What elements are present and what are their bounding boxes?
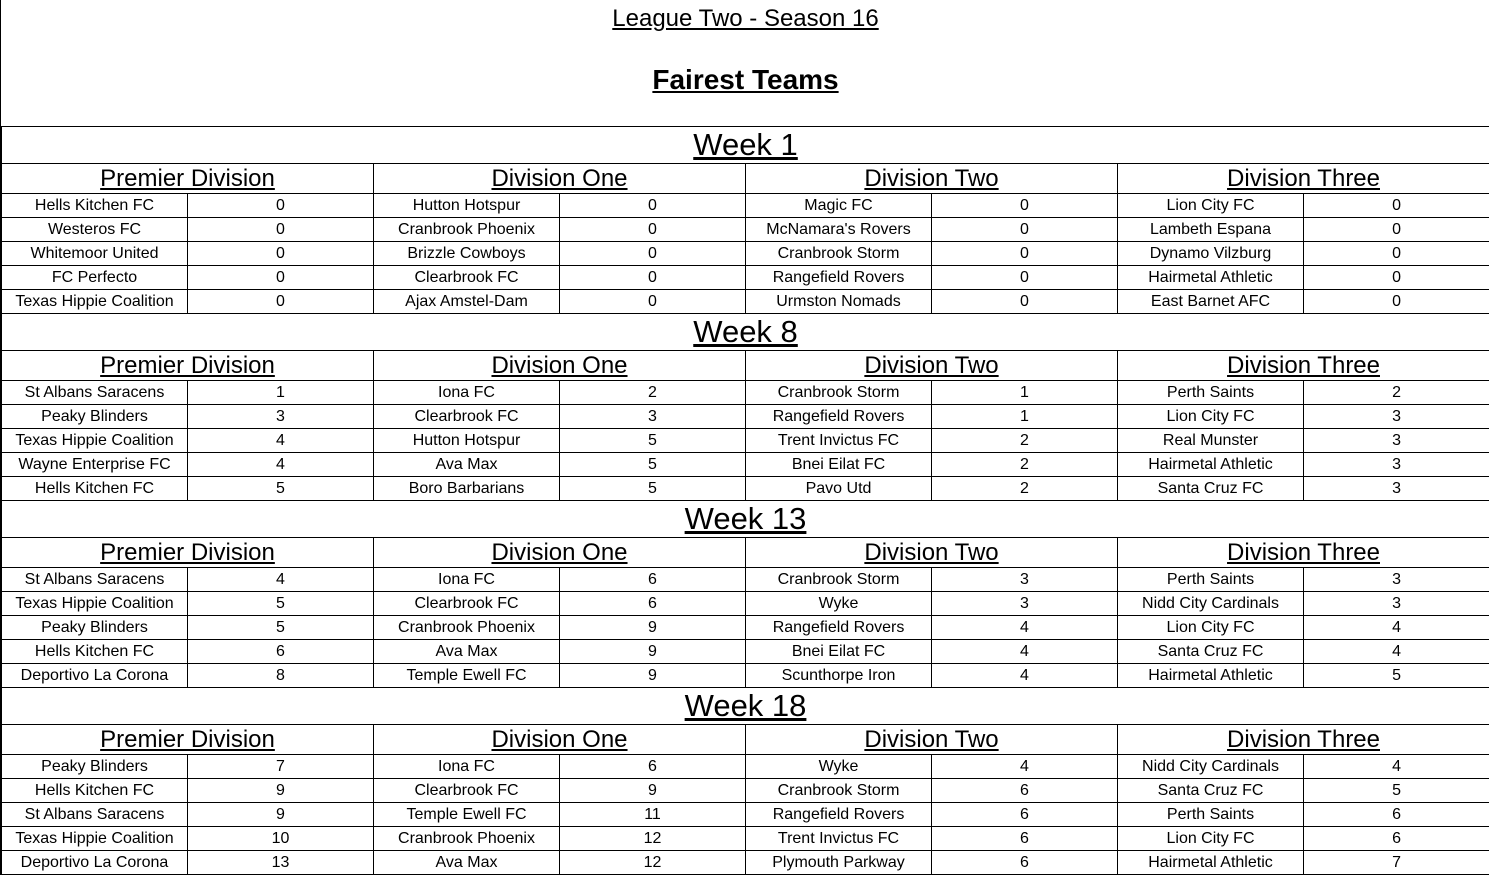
table-row	[2, 851, 1489, 875]
points-cell: 2	[560, 381, 746, 405]
team-name-cell: FC Perfecto	[2, 266, 188, 290]
points-cell: 4	[1304, 640, 1489, 664]
points-cell: 7	[188, 755, 374, 779]
team-name-cell: Iona FC	[374, 568, 560, 592]
team-name-cell: Wyke	[746, 592, 932, 616]
team-name-cell: Hairmetal Athletic	[1118, 266, 1304, 290]
points-cell: 2	[932, 477, 1118, 501]
division-name: Division Two	[864, 726, 999, 753]
week-header-row	[2, 314, 1489, 351]
division-name: Division Two	[864, 352, 999, 379]
team-name-cell: Cranbrook Storm	[746, 381, 932, 405]
team-name-cell: Bnei Eilat FC	[746, 453, 932, 477]
team-name-cell: Urmston Nomads	[746, 290, 932, 314]
division-header-cell	[2, 164, 374, 194]
points-cell: 5	[188, 592, 374, 616]
team-name-cell: Ava Max	[374, 640, 560, 664]
team-name-cell: Clearbrook FC	[374, 592, 560, 616]
division-header-cell	[1118, 725, 1489, 755]
division-name: Division Three	[1227, 539, 1380, 566]
points-cell: 4	[1304, 616, 1489, 640]
points-cell: 9	[188, 803, 374, 827]
league-title: League Two - Season 16	[612, 5, 879, 32]
week-label: Week 18	[684, 688, 807, 723]
division-header-row	[2, 351, 1489, 381]
points-cell: 3	[1304, 568, 1489, 592]
team-name-cell: Wyke	[746, 755, 932, 779]
week-label-cell	[2, 501, 1489, 538]
team-name-cell: Hells Kitchen FC	[2, 477, 188, 501]
week-label: Week 8	[693, 314, 798, 349]
team-name-cell: Brizzle Cowboys	[374, 242, 560, 266]
team-name-cell: St Albans Saracens	[2, 568, 188, 592]
team-name-cell: Whitemoor United	[2, 242, 188, 266]
team-name-cell: Ava Max	[374, 453, 560, 477]
table-row	[2, 477, 1489, 501]
division-header-cell	[1118, 164, 1489, 194]
division-name: Division One	[491, 726, 628, 753]
points-cell: 5	[188, 616, 374, 640]
week-label: Week 1	[693, 127, 798, 162]
table-row	[2, 194, 1489, 218]
division-name: Division Two	[864, 165, 999, 192]
team-name-cell: Scunthorpe Iron	[746, 664, 932, 688]
points-cell: 1	[932, 381, 1118, 405]
points-cell: 3	[188, 405, 374, 429]
points-cell: 0	[188, 290, 374, 314]
team-name-cell: Peaky Blinders	[2, 405, 188, 429]
points-cell: 4	[932, 640, 1118, 664]
team-name-cell: Lion City FC	[1118, 405, 1304, 429]
table-row	[2, 242, 1489, 266]
team-name-cell: Texas Hippie Coalition	[2, 290, 188, 314]
team-name-cell: Nidd City Cardinals	[1118, 755, 1304, 779]
page-title: Fairest Teams	[652, 64, 839, 95]
team-name-cell: Lambeth Espana	[1118, 218, 1304, 242]
points-cell: 0	[188, 266, 374, 290]
team-name-cell: Hutton Hotspur	[374, 194, 560, 218]
team-name-cell: Texas Hippie Coalition	[2, 827, 188, 851]
points-cell: 12	[560, 827, 746, 851]
points-cell: 3	[1304, 477, 1489, 501]
table-row	[2, 429, 1489, 453]
points-cell: 4	[188, 568, 374, 592]
points-cell: 3	[932, 568, 1118, 592]
week-label: Week 13	[684, 501, 807, 536]
team-name-cell: Texas Hippie Coalition	[2, 592, 188, 616]
team-name-cell: Rangefield Rovers	[746, 616, 932, 640]
points-cell: 3	[1304, 453, 1489, 477]
division-name: Premier Division	[100, 539, 275, 566]
points-cell: 0	[1304, 290, 1489, 314]
points-cell: 0	[932, 242, 1118, 266]
points-cell: 0	[188, 194, 374, 218]
points-cell: 12	[560, 851, 746, 875]
points-cell: 0	[932, 218, 1118, 242]
team-name-cell: Magic FC	[746, 194, 932, 218]
points-cell: 4	[932, 664, 1118, 688]
team-name-cell: Rangefield Rovers	[746, 266, 932, 290]
division-header-cell	[746, 351, 1118, 381]
points-cell: 5	[560, 477, 746, 501]
team-name-cell: Perth Saints	[1118, 803, 1304, 827]
week-label-cell	[2, 688, 1489, 725]
team-name-cell: Peaky Blinders	[2, 616, 188, 640]
table-row	[2, 664, 1489, 688]
team-name-cell: Hells Kitchen FC	[2, 779, 188, 803]
points-cell: 3	[932, 592, 1118, 616]
table-row	[2, 616, 1489, 640]
fairest-teams-table	[1, 126, 1489, 875]
team-name-cell: Hairmetal Athletic	[1118, 851, 1304, 875]
team-name-cell: Hairmetal Athletic	[1118, 453, 1304, 477]
division-header-cell	[374, 351, 746, 381]
division-header-cell	[746, 164, 1118, 194]
points-cell: 5	[1304, 779, 1489, 803]
division-header-row	[2, 538, 1489, 568]
team-name-cell: Deportivo La Corona	[2, 664, 188, 688]
points-cell: 2	[932, 429, 1118, 453]
points-cell: 3	[1304, 405, 1489, 429]
points-cell: 0	[932, 194, 1118, 218]
points-cell: 3	[1304, 429, 1489, 453]
team-name-cell: Temple Ewell FC	[374, 664, 560, 688]
points-cell: 11	[560, 803, 746, 827]
team-name-cell: East Barnet AFC	[1118, 290, 1304, 314]
team-name-cell: Rangefield Rovers	[746, 405, 932, 429]
table-row	[2, 290, 1489, 314]
table-row	[2, 405, 1489, 429]
team-name-cell: Santa Cruz FC	[1118, 779, 1304, 803]
points-cell: 6	[188, 640, 374, 664]
table-row	[2, 755, 1489, 779]
table-row	[2, 640, 1489, 664]
table-row	[2, 266, 1489, 290]
week-label-cell	[2, 314, 1489, 351]
points-cell: 0	[560, 242, 746, 266]
team-name-cell: Trent Invictus FC	[746, 827, 932, 851]
team-name-cell: Santa Cruz FC	[1118, 640, 1304, 664]
team-name-cell: Dynamo Vilzburg	[1118, 242, 1304, 266]
points-cell: 0	[560, 290, 746, 314]
points-cell: 6	[932, 779, 1118, 803]
points-cell: 9	[560, 616, 746, 640]
division-name: Division One	[491, 165, 628, 192]
division-header-cell	[2, 351, 374, 381]
points-cell: 0	[932, 266, 1118, 290]
points-cell: 6	[560, 755, 746, 779]
points-cell: 9	[188, 779, 374, 803]
division-header-cell	[1118, 538, 1489, 568]
points-cell: 4	[188, 429, 374, 453]
team-name-cell: Hairmetal Athletic	[1118, 664, 1304, 688]
team-name-cell: Santa Cruz FC	[1118, 477, 1304, 501]
week-header-row	[2, 501, 1489, 538]
table-row	[2, 381, 1489, 405]
points-cell: 4	[1304, 755, 1489, 779]
division-header-cell	[2, 538, 374, 568]
points-cell: 7	[1304, 851, 1489, 875]
table-row	[2, 779, 1489, 803]
team-name-cell: Hells Kitchen FC	[2, 640, 188, 664]
division-name: Division Two	[864, 539, 999, 566]
team-name-cell: McNamara's Rovers	[746, 218, 932, 242]
team-name-cell: Perth Saints	[1118, 568, 1304, 592]
points-cell: 2	[932, 453, 1118, 477]
division-header-cell	[374, 164, 746, 194]
points-cell: 1	[932, 405, 1118, 429]
team-name-cell: Ajax Amstel-Dam	[374, 290, 560, 314]
team-name-cell: Hutton Hotspur	[374, 429, 560, 453]
division-name: Premier Division	[100, 352, 275, 379]
points-cell: 3	[560, 405, 746, 429]
points-cell: 0	[1304, 242, 1489, 266]
team-name-cell: Deportivo La Corona	[2, 851, 188, 875]
table-row	[2, 592, 1489, 616]
team-name-cell: Trent Invictus FC	[746, 429, 932, 453]
team-name-cell: Cranbrook Storm	[746, 568, 932, 592]
team-name-cell: Cranbrook Phoenix	[374, 827, 560, 851]
points-cell: 6	[560, 568, 746, 592]
table-row	[2, 568, 1489, 592]
points-cell: 13	[188, 851, 374, 875]
team-name-cell: Boro Barbarians	[374, 477, 560, 501]
points-cell: 0	[1304, 266, 1489, 290]
points-cell: 9	[560, 640, 746, 664]
week-header-row	[2, 688, 1489, 725]
points-cell: 9	[560, 779, 746, 803]
team-name-cell: Texas Hippie Coalition	[2, 429, 188, 453]
division-header-cell	[746, 725, 1118, 755]
team-name-cell: Ava Max	[374, 851, 560, 875]
division-name: Division One	[491, 539, 628, 566]
team-name-cell: Clearbrook FC	[374, 266, 560, 290]
team-name-cell: Pavo Utd	[746, 477, 932, 501]
team-name-cell: Peaky Blinders	[2, 755, 188, 779]
division-name: Division One	[491, 352, 628, 379]
team-name-cell: Rangefield Rovers	[746, 803, 932, 827]
points-cell: 4	[932, 755, 1118, 779]
table-row	[2, 827, 1489, 851]
points-cell: 1	[188, 381, 374, 405]
points-cell: 6	[1304, 803, 1489, 827]
team-name-cell: Clearbrook FC	[374, 779, 560, 803]
team-name-cell: Nidd City Cardinals	[1118, 592, 1304, 616]
division-name: Premier Division	[100, 165, 275, 192]
division-header-cell	[374, 725, 746, 755]
points-cell: 5	[188, 477, 374, 501]
team-name-cell: Bnei Eilat FC	[746, 640, 932, 664]
team-name-cell: Perth Saints	[1118, 381, 1304, 405]
division-name: Division Three	[1227, 726, 1380, 753]
points-cell: 5	[560, 429, 746, 453]
points-cell: 5	[560, 453, 746, 477]
team-name-cell: Westeros FC	[2, 218, 188, 242]
points-cell: 6	[1304, 827, 1489, 851]
points-cell: 6	[560, 592, 746, 616]
points-cell: 0	[560, 194, 746, 218]
team-name-cell: St Albans Saracens	[2, 381, 188, 405]
team-name-cell: Hells Kitchen FC	[2, 194, 188, 218]
points-cell: 0	[1304, 218, 1489, 242]
division-header-row	[2, 164, 1489, 194]
week-header-row	[2, 127, 1489, 164]
division-header-cell	[746, 538, 1118, 568]
division-name: Division Three	[1227, 352, 1380, 379]
points-cell: 6	[932, 803, 1118, 827]
table-row	[2, 218, 1489, 242]
points-cell: 10	[188, 827, 374, 851]
team-name-cell: Lion City FC	[1118, 616, 1304, 640]
team-name-cell: Lion City FC	[1118, 194, 1304, 218]
team-name-cell: Iona FC	[374, 381, 560, 405]
points-cell: 6	[932, 827, 1118, 851]
points-cell: 6	[932, 851, 1118, 875]
team-name-cell: Cranbrook Phoenix	[374, 218, 560, 242]
points-cell: 2	[1304, 381, 1489, 405]
points-cell: 9	[560, 664, 746, 688]
table-row	[2, 803, 1489, 827]
team-name-cell: Cranbrook Phoenix	[374, 616, 560, 640]
points-cell: 0	[932, 290, 1118, 314]
header	[1, 0, 1489, 126]
division-header-cell	[2, 725, 374, 755]
points-cell: 3	[1304, 592, 1489, 616]
team-name-cell: Clearbrook FC	[374, 405, 560, 429]
division-name: Division Three	[1227, 165, 1380, 192]
team-name-cell: Plymouth Parkway	[746, 851, 932, 875]
points-cell: 5	[1304, 664, 1489, 688]
table-row	[2, 453, 1489, 477]
team-name-cell: Lion City FC	[1118, 827, 1304, 851]
division-header-row	[2, 725, 1489, 755]
points-cell: 0	[188, 218, 374, 242]
team-name-cell: Wayne Enterprise FC	[2, 453, 188, 477]
team-name-cell: Real Munster	[1118, 429, 1304, 453]
team-name-cell: Iona FC	[374, 755, 560, 779]
points-cell: 0	[1304, 194, 1489, 218]
points-cell: 4	[188, 453, 374, 477]
team-name-cell: Cranbrook Storm	[746, 779, 932, 803]
team-name-cell: Temple Ewell FC	[374, 803, 560, 827]
points-cell: 0	[560, 266, 746, 290]
points-cell: 0	[560, 218, 746, 242]
points-cell: 0	[188, 242, 374, 266]
points-cell: 4	[932, 616, 1118, 640]
points-cell: 8	[188, 664, 374, 688]
division-header-cell	[1118, 351, 1489, 381]
week-label-cell	[2, 127, 1489, 164]
team-name-cell: St Albans Saracens	[2, 803, 188, 827]
division-name: Premier Division	[100, 726, 275, 753]
team-name-cell: Cranbrook Storm	[746, 242, 932, 266]
division-header-cell	[374, 538, 746, 568]
